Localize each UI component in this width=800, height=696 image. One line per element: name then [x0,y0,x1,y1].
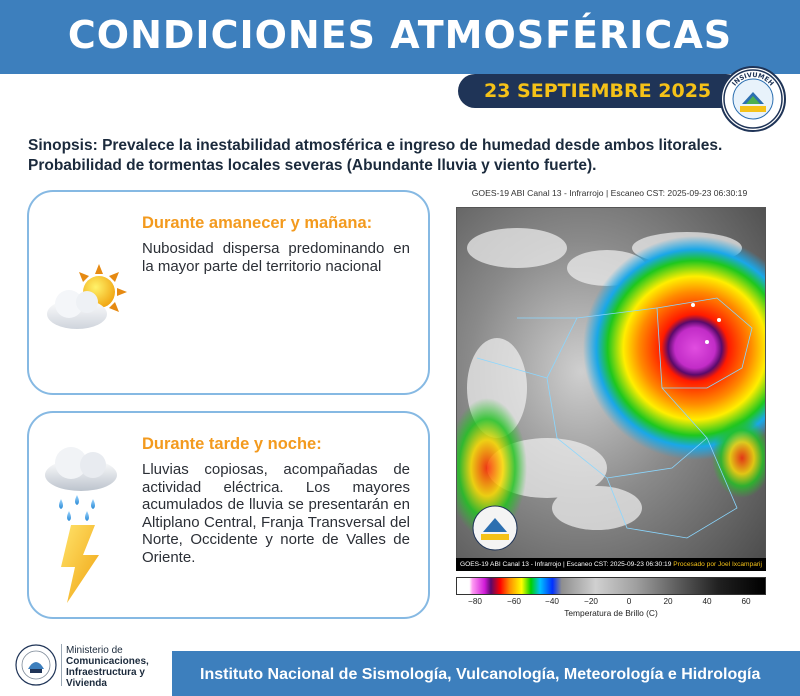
colorbar-tick: 60 [741,597,751,606]
date-badge [458,74,743,108]
satellite-strip-caption: GOES-19 ABI Canal 13 - Infrarrojo | Escaneo CST: 2025-09-23 06:30:19 [460,561,672,568]
date-text: 23 SEPTIEMBRE 2025 [484,80,712,102]
logo-text: INSIVUMEH [730,70,776,88]
evening-text: Lluvias copiosas, acompañadas de actividad eléctrica. Los mayores acumulados de lluvia se presentarán en Altiplano Central, Franja Transversal del Norte, Occidente y norte de Valles de Oriente. [142,461,410,566]
satellite-info-strip [456,558,766,571]
colorbar-tick: −80 [468,597,482,606]
temperature-colorbar [456,577,766,595]
colorbar-tick: −40 [545,597,559,606]
ministry-divider [61,644,62,686]
colorbar-tick: 20 [663,597,673,606]
ministry-line: Comunicaciones, [66,656,149,667]
colorbar-tick: 0 [626,597,632,606]
ministry-line: Vivienda [66,678,107,689]
ministry-name [66,645,149,689]
satellite-credit: Procesado por Joel Ixcamparij [673,561,762,568]
rain-cloud-icon [41,439,121,530]
ministry-line: Ministerio de [66,645,123,656]
page-title: CONDICIONES ATMOSFÉRICAS [67,13,733,57]
satellite-image [456,207,766,571]
colorbar-tick: −20 [584,597,598,606]
evening-title: Durante tarde y noche: [142,435,322,453]
morning-forecast-card [27,190,430,395]
institute-name: Instituto Nacional de Sismología, Vulcanología, Meteorología e Hidrología [200,666,761,683]
colorbar-tick: −60 [507,597,521,606]
header-banner [0,0,800,74]
morning-text: Nubosidad dispersa predominando en la mayor parte del territorio nacional [142,240,410,275]
sun-cloud-icon [41,262,131,339]
insivumeh-logo [720,66,786,132]
ministry-seal [14,643,58,687]
colorbar-label: Temperatura de Brillo (C) [564,608,658,618]
synopsis-text: Sinopsis: Prevalece la inestabilidad atmosférica e ingreso de humedad desde ambos litorales. Probabilidad de tormentas locales severas (Abundante lluvia y viento fuerte). [28,137,723,174]
lightning-icon [55,525,103,610]
ministry-line: Infraestructura y [66,667,145,678]
satellite-caption: GOES-19 ABI Canal 13 - Infrarrojo | Escaneo CST: 2025-09-23 06:30:19 [471,188,748,198]
evening-forecast-card [27,411,430,619]
colorbar-tick: 40 [702,597,712,606]
morning-title: Durante amanecer y mañana: [142,214,373,232]
